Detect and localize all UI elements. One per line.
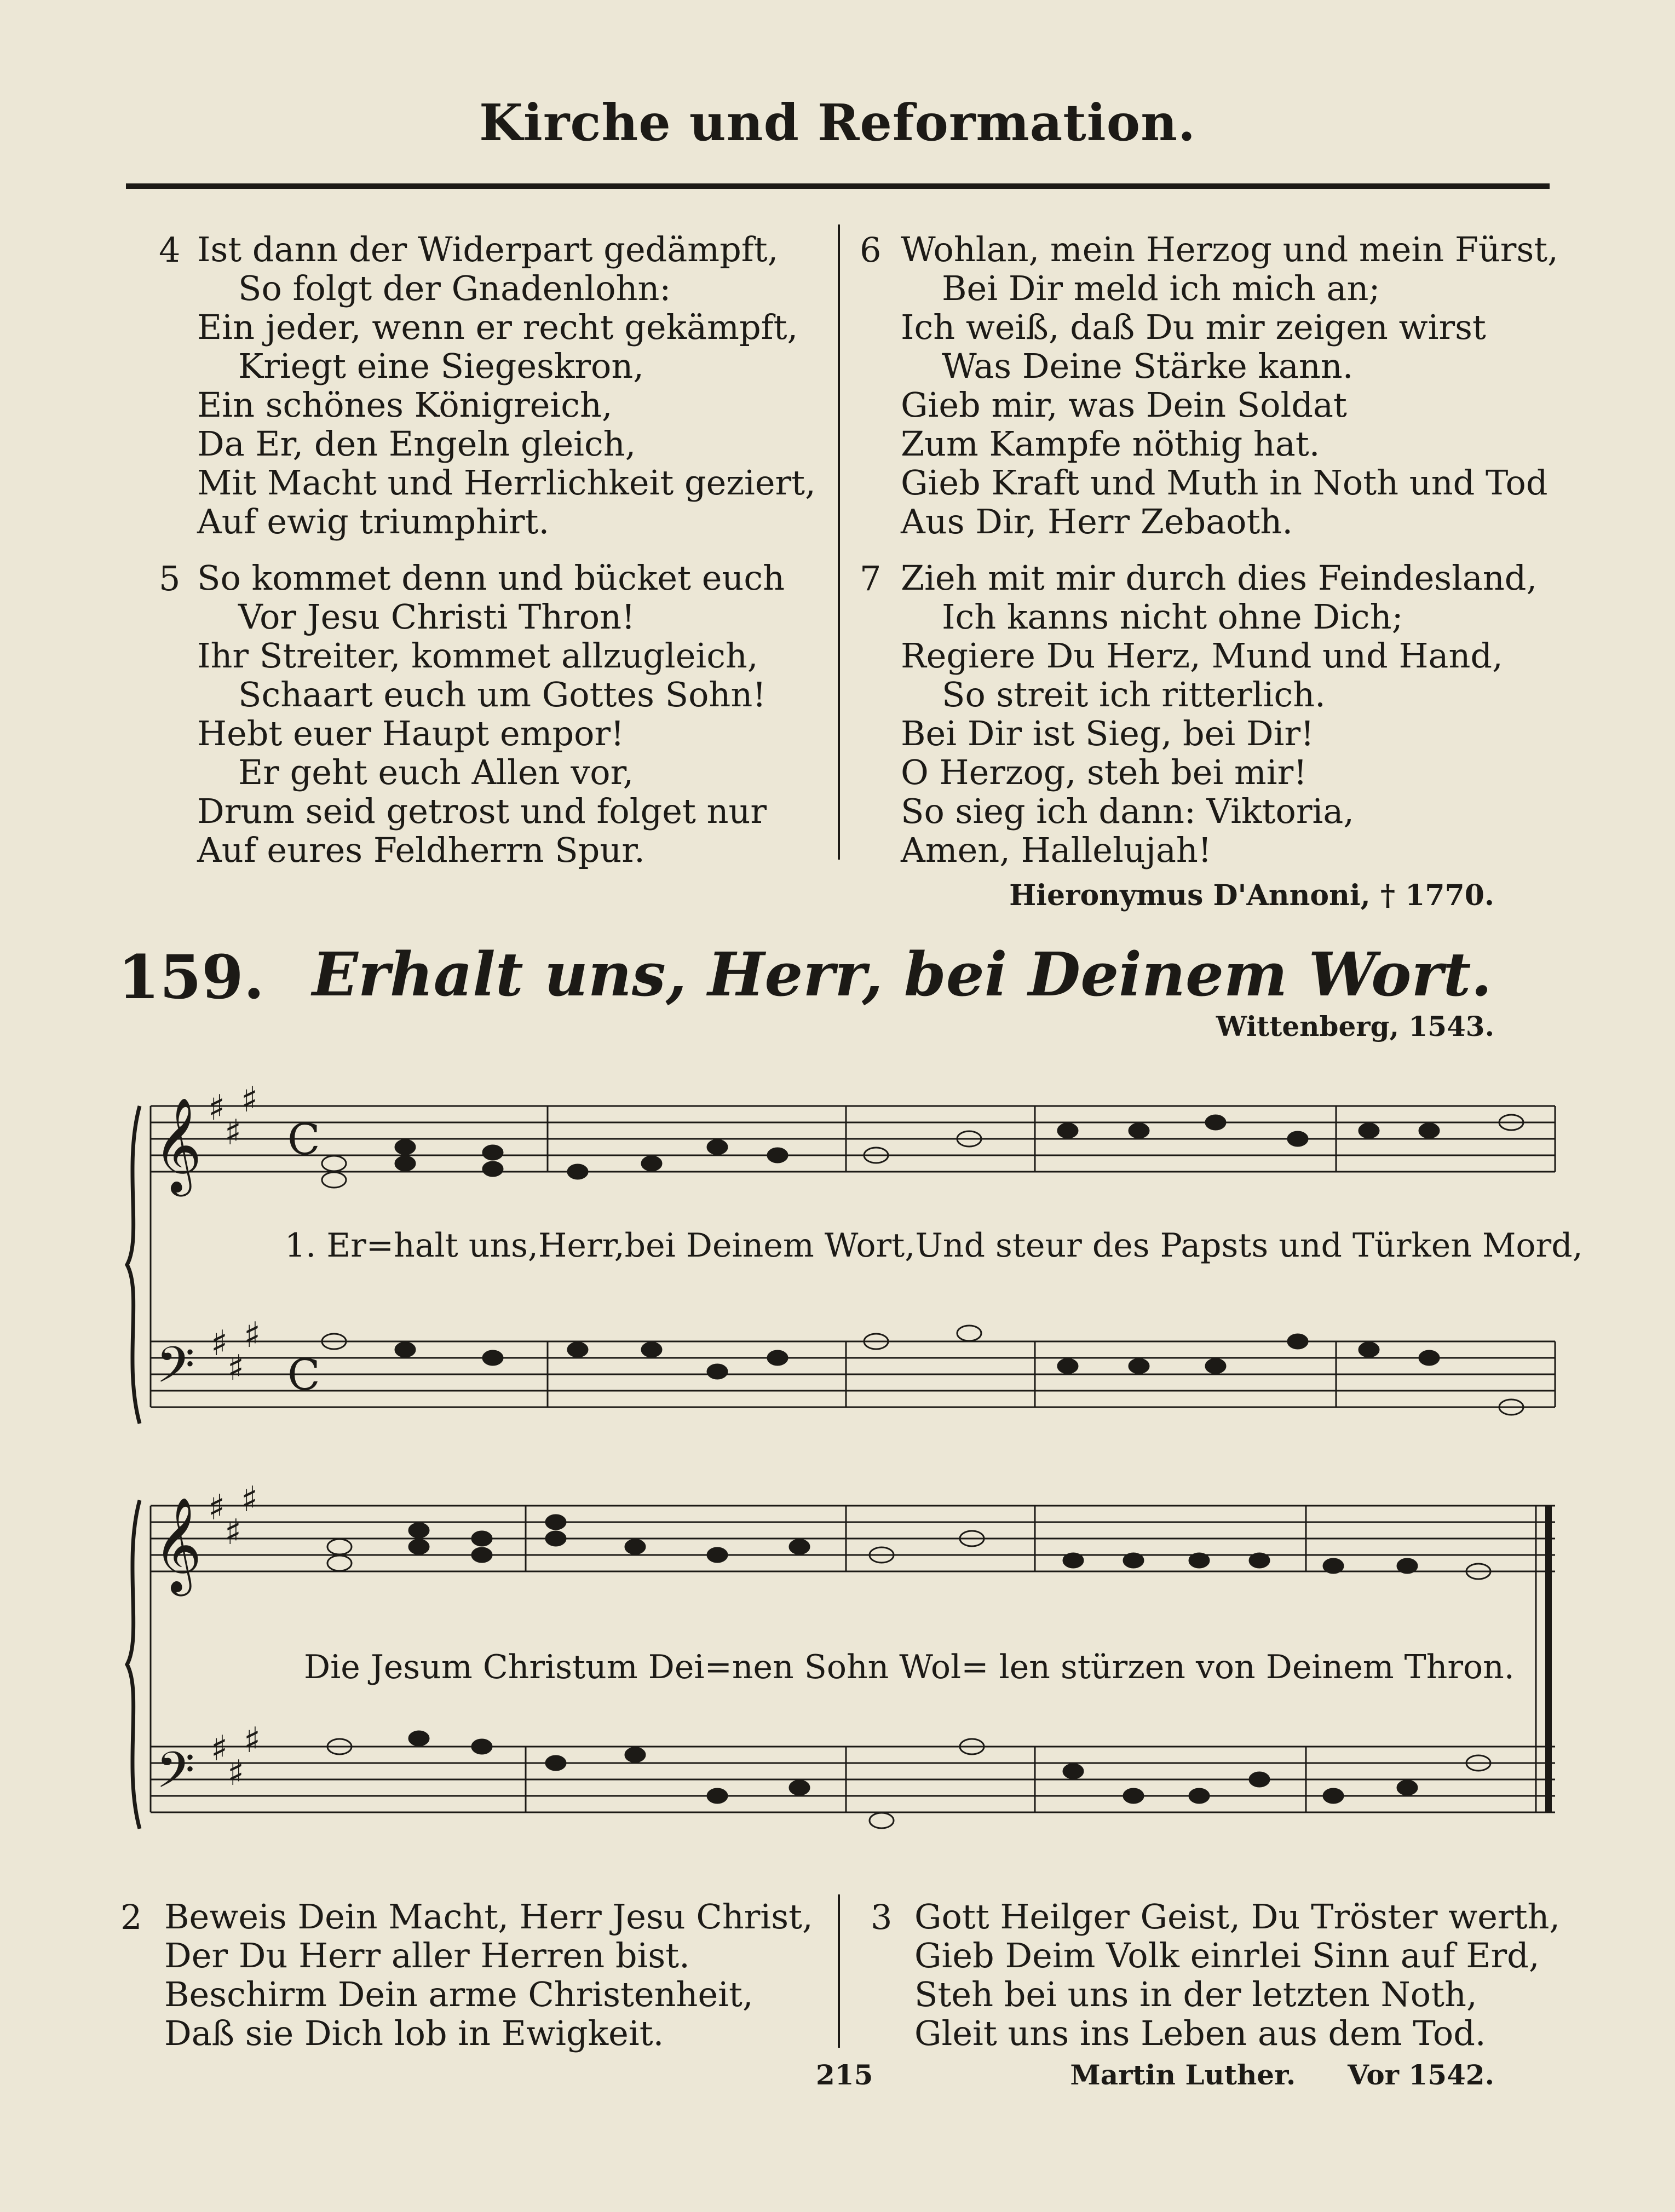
svg-text:♯: ♯ <box>225 1512 241 1553</box>
stanza-line: So streit ich ritterlich. <box>942 675 1326 715</box>
stanza-line: Regiere Du Herz, Mund und Hand, <box>901 636 1503 676</box>
running-title: Kirche und Reformation. <box>479 93 1196 152</box>
stanza-line: So folgt der Gnadenlohn: <box>238 268 671 308</box>
stanza-line: Gleit uns ins Leben aus dem Tod. <box>914 2013 1486 2053</box>
svg-text:C: C <box>287 1115 320 1165</box>
stanza-line: Der Du Herr aller Herren bist. <box>164 1936 690 1975</box>
svg-text:♯: ♯ <box>211 1323 228 1364</box>
stanza-number: 4 <box>159 230 181 270</box>
stanza-line: Gieb Kraft und Muth in Noth und Tod <box>901 463 1548 503</box>
hymn-title: Erhalt uns, Herr, bei Deinem Wort. <box>312 939 1492 1010</box>
stanza-line: Er geht euch Allen vor, <box>238 752 634 792</box>
stanza-line: Mit Macht und Herrlichkeit geziert, <box>197 463 816 503</box>
svg-text:♯: ♯ <box>211 1729 228 1769</box>
hymn-159-stanza-2 <box>164 1897 813 2053</box>
svg-text:♯: ♯ <box>241 1080 258 1120</box>
stanza-line: Gieb Deim Volk einrlei Sinn auf Erd, <box>914 1936 1540 1975</box>
bass-clef-icon: 𝄢 <box>156 1336 195 1406</box>
stanza-line: Ich kanns nicht ohne Dich; <box>942 597 1403 637</box>
stanza-number: 2 <box>120 1897 142 1937</box>
treble-staff-lines <box>151 1106 1555 1172</box>
stanza-line: Ihr Streiter, kommet allzugleich, <box>197 636 758 676</box>
bass-staff-lines <box>151 1341 1555 1407</box>
stanza-4 <box>197 230 816 541</box>
stanza-line: Schaart euch um Gottes Sohn! <box>238 675 767 715</box>
bass-notes-1 <box>322 1326 1523 1415</box>
bass-staff-lines <box>151 1747 1555 1812</box>
stanza-line: Beschirm Dein arme Christenheit, <box>164 1974 753 2014</box>
stanza-line: Daß sie Dich lob in Ewigkeit. <box>164 2013 664 2053</box>
hymn-158-author: Hieronymus D'Annoni, † 1770. <box>1009 879 1494 912</box>
stanza-line: Gieb mir, was Dein Soldat <box>901 385 1347 425</box>
system-brace <box>127 1106 140 1424</box>
bass-clef-icon: 𝄢 <box>156 1741 195 1811</box>
treble-notes-1 <box>322 1115 1523 1188</box>
svg-text:♯: ♯ <box>227 1753 244 1794</box>
stanza-line: Beweis Dein Macht, Herr Jesu Christ, <box>164 1897 813 1937</box>
stanza-line: So sieg ich dann: Viktoria, <box>901 791 1355 831</box>
stanza-line: Vor Jesu Christi Thron! <box>238 597 635 637</box>
page-number: 215 <box>816 2059 873 2091</box>
svg-text:♯: ♯ <box>227 1348 244 1389</box>
stanza-number: 3 <box>871 1897 893 1937</box>
svg-text:♯: ♯ <box>208 1088 225 1128</box>
hymn-number: 159. <box>118 942 264 1012</box>
treble-clef-icon: 𝄞 <box>153 1097 202 1193</box>
svg-text:♯: ♯ <box>244 1720 261 1761</box>
stanza-line: Hebt euer Haupt empor! <box>197 713 625 753</box>
stanza-line: Bei Dir meld ich mich an; <box>942 268 1380 308</box>
stanza-line: Gott Heilger Geist, Du Tröster werth, <box>914 1897 1561 1937</box>
svg-text:♯: ♯ <box>241 1479 258 1520</box>
svg-text:C: C <box>287 1351 320 1400</box>
stanza-line: Wohlan, mein Herzog und mein Fürst, <box>901 229 1558 269</box>
stanza-line: Auf ewig triumphirt. <box>197 502 550 542</box>
stanza-line: So kommet denn und bücket euch <box>197 558 785 598</box>
svg-text:♯: ♯ <box>208 1488 225 1528</box>
stanza-line: Ein jeder, wenn er recht gekämpft, <box>197 307 798 347</box>
svg-text:♯: ♯ <box>225 1113 241 1153</box>
stanza-line: Steh bei uns in der letzten Noth, <box>914 1974 1477 2014</box>
stanza-line: Da Er, den Engeln gleich, <box>197 424 636 464</box>
stanza-line: Zieh mit mir durch dies Feindesland, <box>901 558 1538 598</box>
system-brace <box>127 1500 140 1829</box>
grand-staff-1 <box>127 1106 1555 1424</box>
tune-source: Wittenberg, 1543. <box>1216 1010 1494 1042</box>
hymn-159-stanza-3 <box>914 1897 1560 2053</box>
treble-clef-icon: 𝄞 <box>153 1497 202 1592</box>
stanza-7 <box>901 558 1537 869</box>
stanza-number: 5 <box>159 558 181 598</box>
stanza-line: Bei Dir ist Sieg, bei Dir! <box>901 713 1315 753</box>
treble-notes-2 <box>327 1515 1490 1579</box>
column-divider <box>838 224 840 860</box>
lyrics-line-2: Die Jesum Christum Dei=nen Sohn Wol= len stürzen von Deinem Thron. <box>304 1648 1515 1686</box>
stanza-number: 7 <box>860 558 882 598</box>
stanza-line: Amen, Hallelujah! <box>901 830 1212 870</box>
stanza-line: Zum Kampfe nöthig hat. <box>901 424 1320 464</box>
hymn-159-author: Martin Luther. <box>1070 2059 1296 2091</box>
stanza-line: Was Deine Stärke kann. <box>942 346 1354 386</box>
stanza-line: Ein schönes Königreich, <box>197 385 613 425</box>
stanza-6 <box>901 230 1558 541</box>
header-rule <box>126 183 1550 189</box>
stanza-number: 6 <box>860 230 882 270</box>
svg-text:♯: ♯ <box>244 1315 261 1356</box>
stanza-line: Aus Dir, Herr Zebaoth. <box>901 502 1293 542</box>
lyrics-line-1: 1. Er=halt uns,Herr,bei Deinem Wort,Und steur des Papsts und Türken Mord, <box>285 1226 1583 1265</box>
hymn-159-credit <box>1070 2059 1494 2091</box>
stanza-line: Ist dann der Widerpart gedämpft, <box>197 229 779 269</box>
stanza-5 <box>197 558 785 869</box>
column-divider <box>838 1894 840 2048</box>
stanza-line: Auf eures Feldherrn Spur. <box>197 830 645 870</box>
stanza-line: Kriegt eine Siegeskron, <box>238 346 644 386</box>
stanza-line: O Herzog, steh bei mir! <box>901 752 1308 792</box>
stanza-line: Drum seid getrost und folget nur <box>197 791 767 831</box>
hymn-159-date: Vor 1542. <box>1348 2059 1494 2091</box>
stanza-line: Ich weiß, daß Du mir zeigen wirst <box>901 307 1486 347</box>
treble-staff-lines <box>151 1506 1555 1571</box>
